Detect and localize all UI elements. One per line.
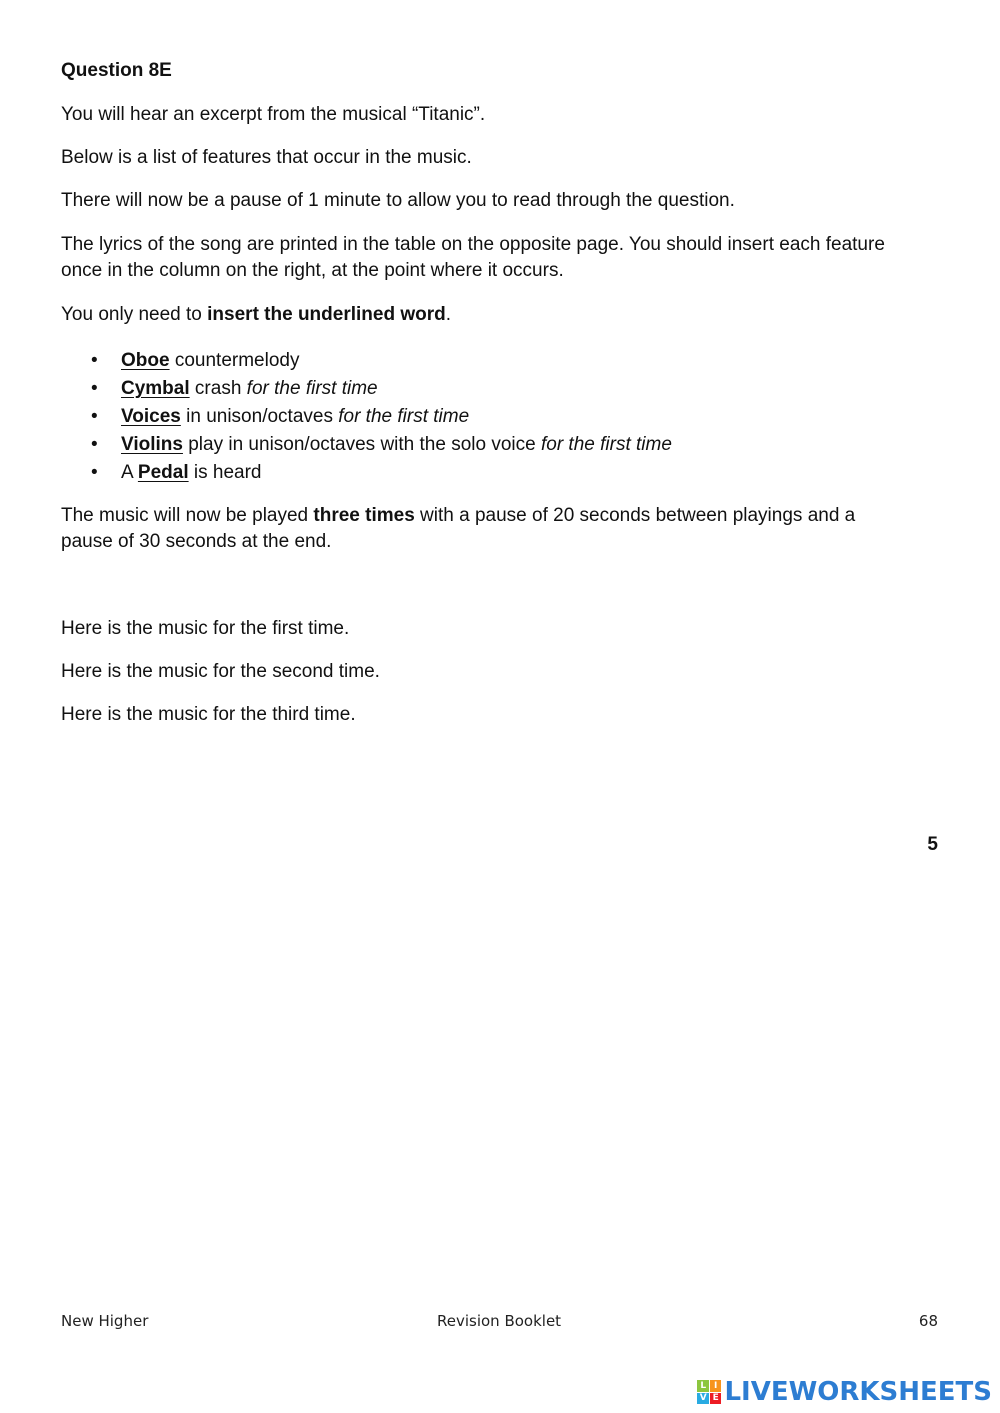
bullet-icon: • xyxy=(91,378,98,399)
marks-value: 5 xyxy=(927,834,938,855)
feature-keyword: Oboe xyxy=(121,350,170,371)
instruction-text: You only need to xyxy=(61,304,208,325)
list-item: • Violins play in unison/octaves with the solo voice for the first time xyxy=(61,431,672,459)
playing-paragraph-line-2: pause of 30 seconds at the end. xyxy=(61,531,332,552)
feature-keyword: Pedal xyxy=(137,462,189,483)
feature-keyword: Voices xyxy=(121,406,181,427)
pause-paragraph: There will now be a pause of 1 minute to allow you to read through the question. xyxy=(61,190,735,211)
third-time-line: Here is the music for the third time. xyxy=(61,704,356,725)
bullet-icon: • xyxy=(91,350,98,371)
features-list xyxy=(61,347,672,487)
list-item: • A Pedal is heard xyxy=(61,459,672,487)
list-item: • Cymbal crash for the first time xyxy=(61,375,672,403)
three-times-bold: three times xyxy=(313,505,415,526)
lyrics-paragraph-line-1: The lyrics of the song are printed in the table on the opposite page. You should insert each feature xyxy=(61,234,885,255)
first-time-line: Here is the music for the first time. xyxy=(61,618,350,639)
bullet-icon: • xyxy=(91,434,98,455)
question-title: Question 8E xyxy=(61,60,172,81)
instruction-paragraph xyxy=(61,302,451,328)
intro-paragraph: You will hear an excerpt from the musical “Titanic”. xyxy=(61,104,486,125)
footer-center: Revision Booklet xyxy=(437,1312,562,1330)
footer-left: New Higher xyxy=(61,1312,149,1330)
features-intro-paragraph: Below is a list of features that occur in the music. xyxy=(61,147,472,168)
liveworksheets-logo xyxy=(697,1377,992,1407)
feature-keyword: Cymbal xyxy=(121,378,190,399)
logo-text: LIVEWORKSHEETS xyxy=(724,1377,992,1407)
list-item: • Oboe countermelody xyxy=(61,347,672,375)
instruction-end: . xyxy=(445,304,452,325)
bullet-icon: • xyxy=(91,406,98,427)
lyrics-paragraph-line-2: once in the column on the right, at the point where it occurs. xyxy=(61,260,564,281)
bullet-icon: • xyxy=(91,462,98,483)
instruction-bold: insert the underlined word xyxy=(207,304,446,325)
list-item: • Voices in unison/octaves for the first time xyxy=(61,403,672,431)
liveworksheets-mark-icon: L I V E xyxy=(697,1380,721,1404)
playing-paragraph-line-1: The music will now be played three times with a pause of 20 seconds between playings and a xyxy=(61,505,856,526)
feature-keyword: Violins xyxy=(121,434,183,455)
footer-page-number: 68 xyxy=(918,1312,938,1330)
second-time-line: Here is the music for the second time. xyxy=(61,661,380,682)
